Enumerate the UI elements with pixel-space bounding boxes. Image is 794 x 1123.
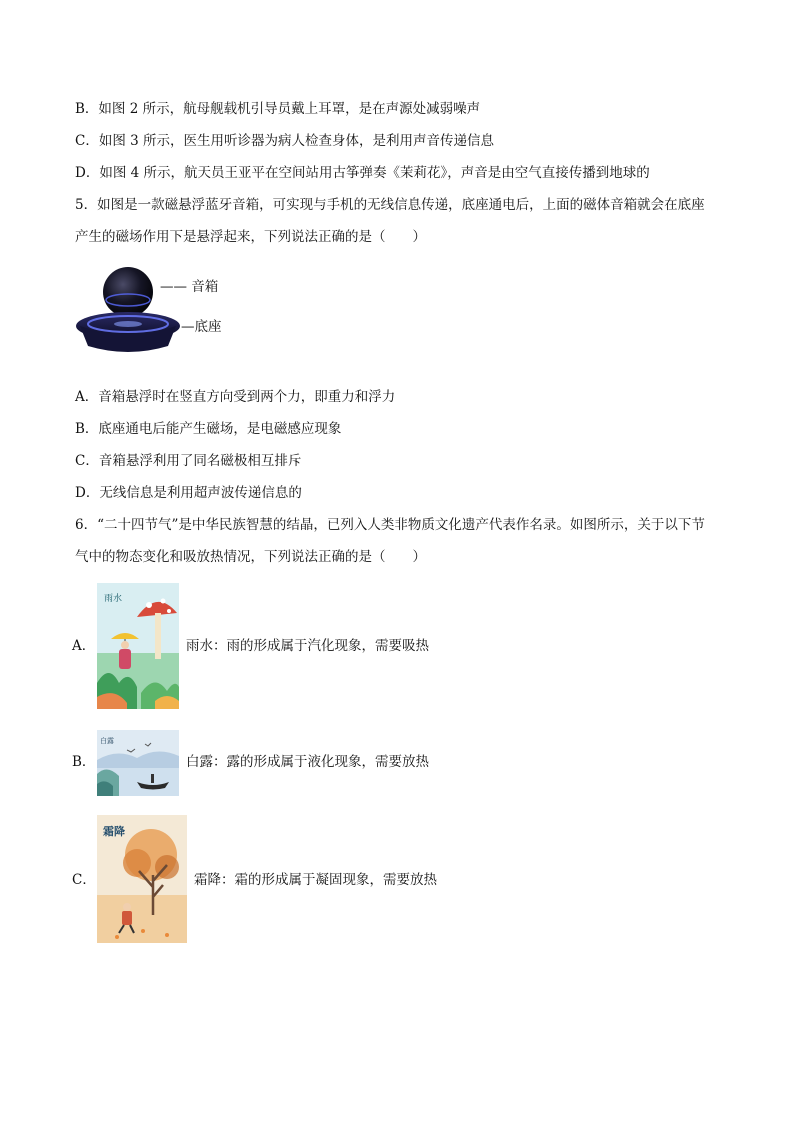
q5-stem-line2: 产生的磁场作用下是悬浮起来，下列说法正确的是（ ） <box>75 229 426 245</box>
frost-descent-illustration <box>97 815 187 943</box>
white-dew-illustration <box>97 730 179 796</box>
q5-option-b: B．底座通电后能产生磁场，是电磁感应现象 <box>75 421 342 437</box>
q6-stem-line2: 气中的物态变化和吸放热情况，下列说法正确的是（ ） <box>75 549 426 565</box>
label-base: —底座 <box>181 319 222 335</box>
q5-option-a: A．音箱悬浮时在竖直方向受到两个力，即重力和浮力 <box>75 389 396 405</box>
q5-option-c: C．音箱悬浮利用了同名磁极相互排斥 <box>75 453 302 469</box>
q6-stem-line1: 6．“二十四节气”是中华民族智慧的结晶，已列入人类非物质文化遗产代表作名录。如图所示，关于以下节 <box>75 517 705 533</box>
rain-water-title: 雨水 <box>104 594 123 604</box>
frost-descent-title: 霜降 <box>103 825 125 838</box>
q6-option-b-label: B． <box>72 754 96 770</box>
white-dew-title: 白露 <box>100 737 114 745</box>
q6-option-b-text: 白露：露的形成属于液化现象，需要放热 <box>186 754 429 770</box>
q6-option-a-label: A． <box>72 638 96 654</box>
q5-option-d: D．无线信息是利用超声波传递信息的 <box>75 485 302 501</box>
q6-option-c-text: 霜降：霜的形成属于凝固现象，需要放热 <box>194 872 437 888</box>
q6-option-c-label: C． <box>72 872 96 888</box>
q6-option-a-text: 雨水：雨的形成属于汽化现象，需要吸热 <box>186 638 429 654</box>
prev-option-c: C．如图 3 所示，医生用听诊器为病人检查身体，是利用声音传递信息 <box>75 133 495 149</box>
prev-option-d: D．如图 4 所示，航天员王亚平在空间站用古筝弹奏《茉莉花》，声音是由空气直接传播到地球的 <box>75 165 650 181</box>
rain-water-illustration <box>97 583 179 709</box>
prev-option-b: B．如图 2 所示，航母舰载机引导员戴上耳罩，是在声源处减弱噪声 <box>75 101 481 117</box>
label-speaker: —— 音箱 <box>160 279 219 295</box>
q5-stem-line1: 5．如图是一款磁悬浮蓝牙音箱，可实现与手机的无线信息传递，底座通电后，上面的磁体音箱就会在底座 <box>75 197 705 213</box>
